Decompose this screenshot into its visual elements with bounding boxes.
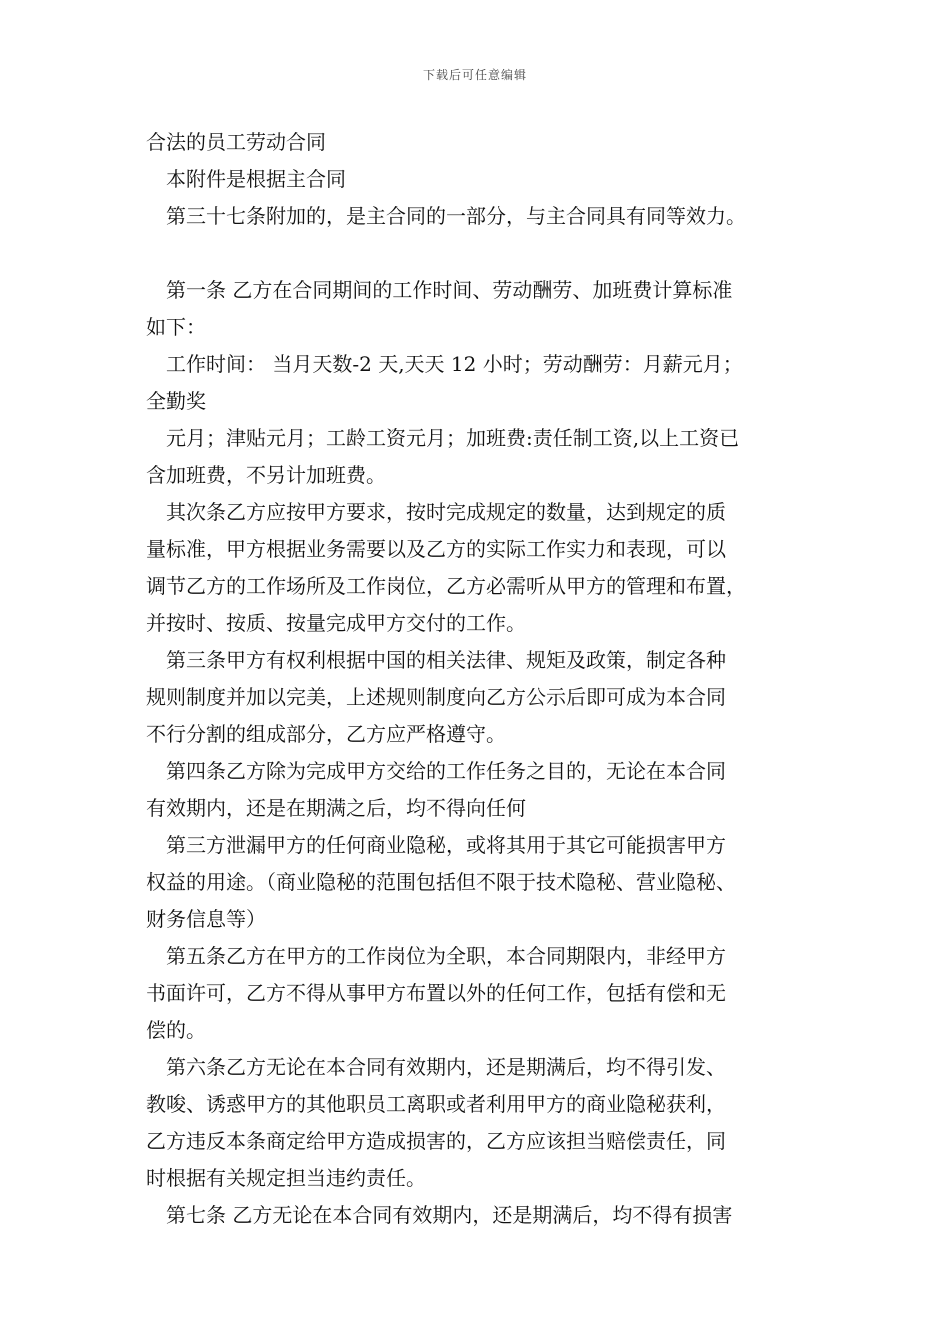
- header-note: 下载后可任意编辑: [422, 68, 527, 82]
- text-line: 本附件是根据主合同: [166, 167, 346, 191]
- blank-line: [146, 235, 826, 272]
- text-line: 教唆、诱惑甲方的其他职员工离职或者利用甲方的商业隐秘获利，: [146, 1092, 726, 1116]
- text-line: 书面许可，乙方不得从事甲方布置以外的任何工作，包括有偿和无: [146, 981, 726, 1005]
- text-line: 第三十七条附加的，是主合同的一部分，与主合同具有同等效力。: [166, 204, 746, 228]
- text-line: 如下：: [146, 315, 206, 339]
- text-line: 乙方违反本条商定给甲方造成损害的，乙方应该担当赔偿责任，同: [146, 1129, 726, 1153]
- document-title: 合法的员工劳动合同: [146, 130, 326, 154]
- text-line: 偿的。: [146, 1018, 206, 1042]
- text-line: 不行分割的组成部分，乙方应严格遵守。: [146, 722, 506, 746]
- text-line: 调节乙方的工作场所及工作岗位，乙方必需听从甲方的管理和布置，: [146, 574, 746, 598]
- text-line: 财务信息等）: [146, 907, 266, 931]
- text-line: 工作时间： 当月天数-2 天,天天 12 小时；劳动酬劳：月薪元月；: [166, 352, 743, 376]
- text-line: 时根据有关规定担当违约责任。: [146, 1166, 426, 1190]
- text-line: 含加班费，不另计加班费。: [146, 463, 386, 487]
- text-line: 量标准，甲方根据业务需要以及乙方的实际工作实力和表现，可以: [146, 537, 726, 561]
- article-2-line: 其次条乙方应按甲方要求，按时完成规定的数量，达到规定的质: [166, 500, 726, 524]
- text-line: 元月；津贴元月；工龄工资元月；加班费:责任制工资,以上工资已: [166, 426, 740, 450]
- text-line: 有效期内，还是在期满之后，均不得向任何: [146, 796, 526, 820]
- document-body: [146, 124, 826, 1234]
- text-line: 第三方泄漏甲方的任何商业隐秘，或将其用于其它可能损害甲方: [166, 833, 726, 857]
- article-7-line: 第七条 乙方无论在本合同有效期内，还是期满后，均不得有损害: [166, 1203, 733, 1227]
- text-line: 全勤奖: [146, 389, 206, 413]
- article-6-line: 第六条乙方无论在本合同有效期内，还是期满后，均不得引发、: [166, 1055, 726, 1079]
- article-3-line: 第三条甲方有权利根据中国的相关法律、规矩及政策，制定各种: [166, 648, 726, 672]
- article-4-line: 第四条乙方除为完成甲方交给的工作任务之目的，无论在本合同: [166, 759, 726, 783]
- text-line: 权益的用途。（商业隐秘的范围包括但不限于技术隐秘、营业隐秘、: [146, 870, 736, 894]
- article-5-line: 第五条乙方在甲方的工作岗位为全职，本合同期限内，非经甲方: [166, 944, 726, 968]
- text-line: 并按时、按质、按量完成甲方交付的工作。: [146, 611, 526, 635]
- article-1-line: 第一条 乙方在合同期间的工作时间、劳动酬劳、加班费计算标准: [166, 278, 733, 302]
- text-line: 规则制度并加以完美，上述规则制度向乙方公示后即可成为本合同: [146, 685, 726, 709]
